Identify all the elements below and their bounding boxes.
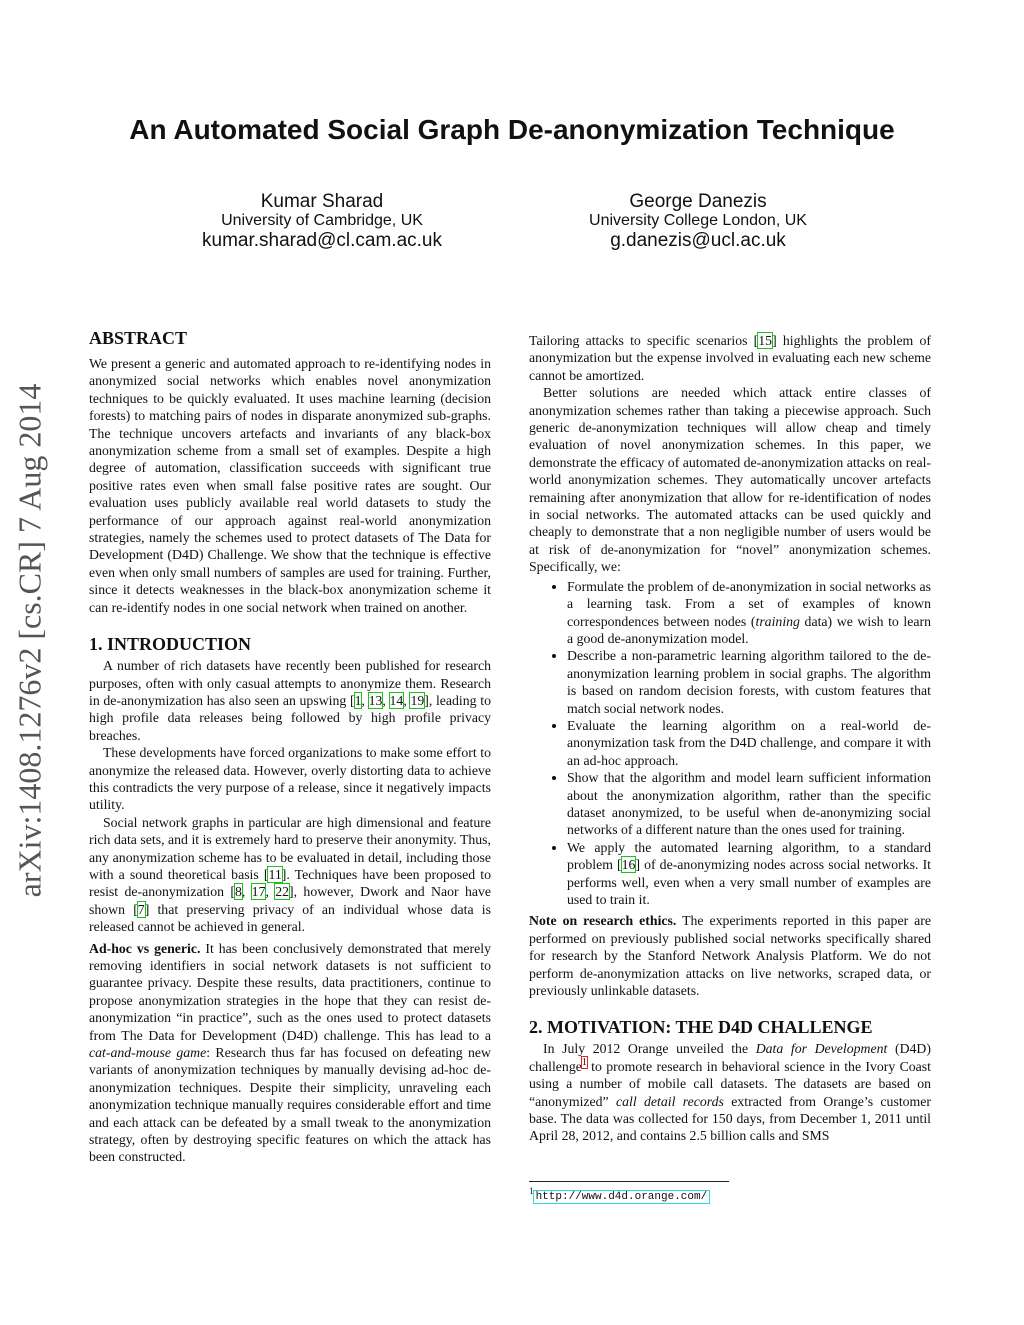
- motivation-paragraph: In July 2012 Orange unveiled the Data for Development (D4D) challenge$^1$ to promote research in behavioral science in the Ivory Coast using a number of mobile call datasets. The datasets are based on “anonymized” call detail records extracted from Orange’s customer base. The data was collected for 150 days, from December 1, 2011 until April 28, 2012, and contains 2.5 billion calls and SMS: [529, 1041, 932, 1144]
- citation-link[interactable]: 7: [137, 901, 145, 917]
- citation-link[interactable]: 15: [758, 333, 773, 348]
- abstract-text: We present a generic and automated approach to re-identifying nodes in anonymized social networks which enables novel anonymization techniques to be quickly evaluated. It uses machine learning (decision forests) to matching pairs of nodes in disparate anonymized sub-graphs. The technique uncovers artefacts and invariants of any black-box anonymization scheme from a small set of examples. Despite a high degree of automation, classification succeeds with significant true positive rates even when small false positive rates are sought. Our evaluation uses publicly available real world datasets to study the performance of our approach against real-world anonymization strategies, namely the schemes used to protect datasets of The Data for Development (D4D) Challenge. We show that the technique is effective even when only small numbers of samples are used for training. Further, since it detects weaknesses in the black-box anonymization scheme it can re-identify nodes in one social network when trained on another.: [89, 356, 491, 615]
- citation-link[interactable]: 8: [234, 884, 242, 900]
- list-item: • Formulate the problem of de-anonymization in social networks as a learning task. From a set of examples of known correspondences between nodes (training data) we wish to learn a good de-anonymization model.: [567, 578, 931, 648]
- motivation-heading: 2. MOTIVATION: THE D4D CHALLENGE: [529, 1017, 873, 1038]
- intro-paragraph: Social network graphs in particular are high dimensional and feature rich data sets, and it is extremely hard to preserve their anonymity. Thus, any anonymization scheme has to be evaluated in detail, including those with a sound theoretical basis [11]. Techniques have been proposed to resist de-anonymization [8, 17, 22], however, Dwork and Naor have shown [7] that preserving privacy of an individual whose data is released cannot be achieved in general.: [89, 814, 491, 935]
- list-item: • We apply the automated learning algorithm, to a standard problem [16] of de-anonymizing nodes across social networks. It performs well, even when a very small number of examples are used to train it.: [567, 839, 931, 909]
- paragraph-lead: Note on research ethics.: [529, 913, 677, 929]
- list-item: • Describe a non-parametric learning algorithm tailored to the de-anonymization learning problem in social graphs. The algorithm is based on random decision forests, with custom features that match social network nodes.: [567, 647, 931, 717]
- ethics-note: Note on research ethics. The experiments reported in this paper are performed on previously published social networks specifically shared for research by the Stanford Network Analysis Platform. We do not perform de-anonymization attacks on live networks, scraped data, or previously unlinkable datasets.: [529, 913, 931, 999]
- citation-link[interactable]: 1: [354, 692, 362, 708]
- intro-paragraph: Ad-hoc vs generic. It has been conclusively demonstrated that merely removing identifiers in social network datasets is not sufficient to guarantee privacy. Despite these results, data practitioners, continue to propose anonymization strategies in the hope that they can resist de-anonymization “in practice”, such as the ones used to protect datasets from The Data for Development (D4D) challenge. This has lead to a cat-and-mouse game: Research thus far has focused on defeating new variants of anonymization techniques by manually devising ad-hoc de-anonymization techniques. Despite their simplicity, unraveling each anonymization technique manually requires considerable effort and time and each attack can be defeated by a small tweak to the anonymization strategy, often by destroying specific features on which the attack has been constructed.: [89, 940, 492, 1165]
- author-block: [528, 191, 868, 251]
- footnote: [529, 1186, 709, 1203]
- author-block: [152, 191, 492, 251]
- footnote-link[interactable]: 1: [581, 1057, 587, 1069]
- paragraph-lead: Ad-hoc vs generic.: [89, 940, 201, 956]
- citation-link[interactable]: 13: [368, 692, 383, 708]
- abstract-heading: ABSTRACT: [89, 328, 188, 348]
- author-affiliation: University of Cambridge, UK: [221, 212, 423, 230]
- list-item: • Evaluate the learning algorithm on a real-world de-anonymization task from the D4D challenge, and compare it with an ad-hoc approach.: [567, 717, 931, 769]
- intro-paragraph: A number of rich datasets have recently been published for research purposes, often with only casual attempts to anonymize them. Research in de-anonymization has also seen an upswing [1, 13, 14, 19], leading to high profile data releases being followed by high profile privacy breaches.: [89, 658, 491, 743]
- body-paragraph: Tailoring attacks to specific scenarios [15] highlights the problem of anonymization but the expense involved in evaluating each new scheme cannot be amortized.: [529, 333, 931, 383]
- citation-link[interactable]: 19: [410, 692, 425, 708]
- list-item: • Show that the algorithm and model learn sufficient information about the anonymization algorithm, rather than the specific dataset anonymized, to be useful when de-anonymizing social networks of a different nature than the ones used for training.: [567, 769, 931, 839]
- left-column: [89, 327, 491, 1166]
- footnote-url-link[interactable]: http://www.d4d.orange.com/: [535, 1190, 708, 1203]
- footnote-mark: 1: [529, 1186, 534, 1196]
- citation-link[interactable]: 11: [268, 866, 282, 882]
- introduction-heading: 1. INTRODUCTION: [89, 634, 252, 655]
- footnote-divider: [529, 1181, 729, 1182]
- citation-link[interactable]: 16: [621, 857, 636, 873]
- author-email: g.danezis@ucl.ac.uk: [610, 230, 786, 252]
- body-paragraph: Better solutions are needed which attack entire classes of anonymization schemes rather than taking a piecewise approach. Such generic de-anonymization techniques will allow cheap and timely evaluation of novel anonymization schemes. In this paper, we demonstrate the efficacy of automated de-anonymization attacks on real-world anonymization schemes. They automatically uncover artefacts remaining after anonymization that allow for re-identification of nodes in social networks. The automated attacks can be used quickly and cheaply to demonstrate that a non negligible number of users would be at risk of de-anonymization for “novel” anonymization schemes. Specifically, we:: [529, 385, 931, 575]
- paper-title: An Automated Social Graph De-anonymization Technique: [129, 114, 895, 145]
- author-name: George Danezis: [629, 191, 767, 212]
- arxiv-identifier-stamp: arXiv:1408.1276v2 [cs.CR] 7 Aug 2014: [11, 383, 48, 898]
- contribution-list: [529, 578, 931, 909]
- author-email: kumar.sharad@cl.cam.ac.uk: [202, 230, 442, 252]
- right-column: [529, 332, 931, 1145]
- citation-link[interactable]: 14: [389, 692, 404, 708]
- author-affiliation: University College London, UK: [589, 212, 807, 230]
- citation-link[interactable]: 22: [275, 884, 290, 900]
- intro-paragraph: These developments have forced organizations to make some effort to anonymize the released data. However, overly distorting data to achieve this contradicts the very purpose of a release, since it negatively impacts utility.: [89, 745, 491, 813]
- author-name: Kumar Sharad: [260, 191, 384, 212]
- citation-link[interactable]: 17: [251, 884, 266, 900]
